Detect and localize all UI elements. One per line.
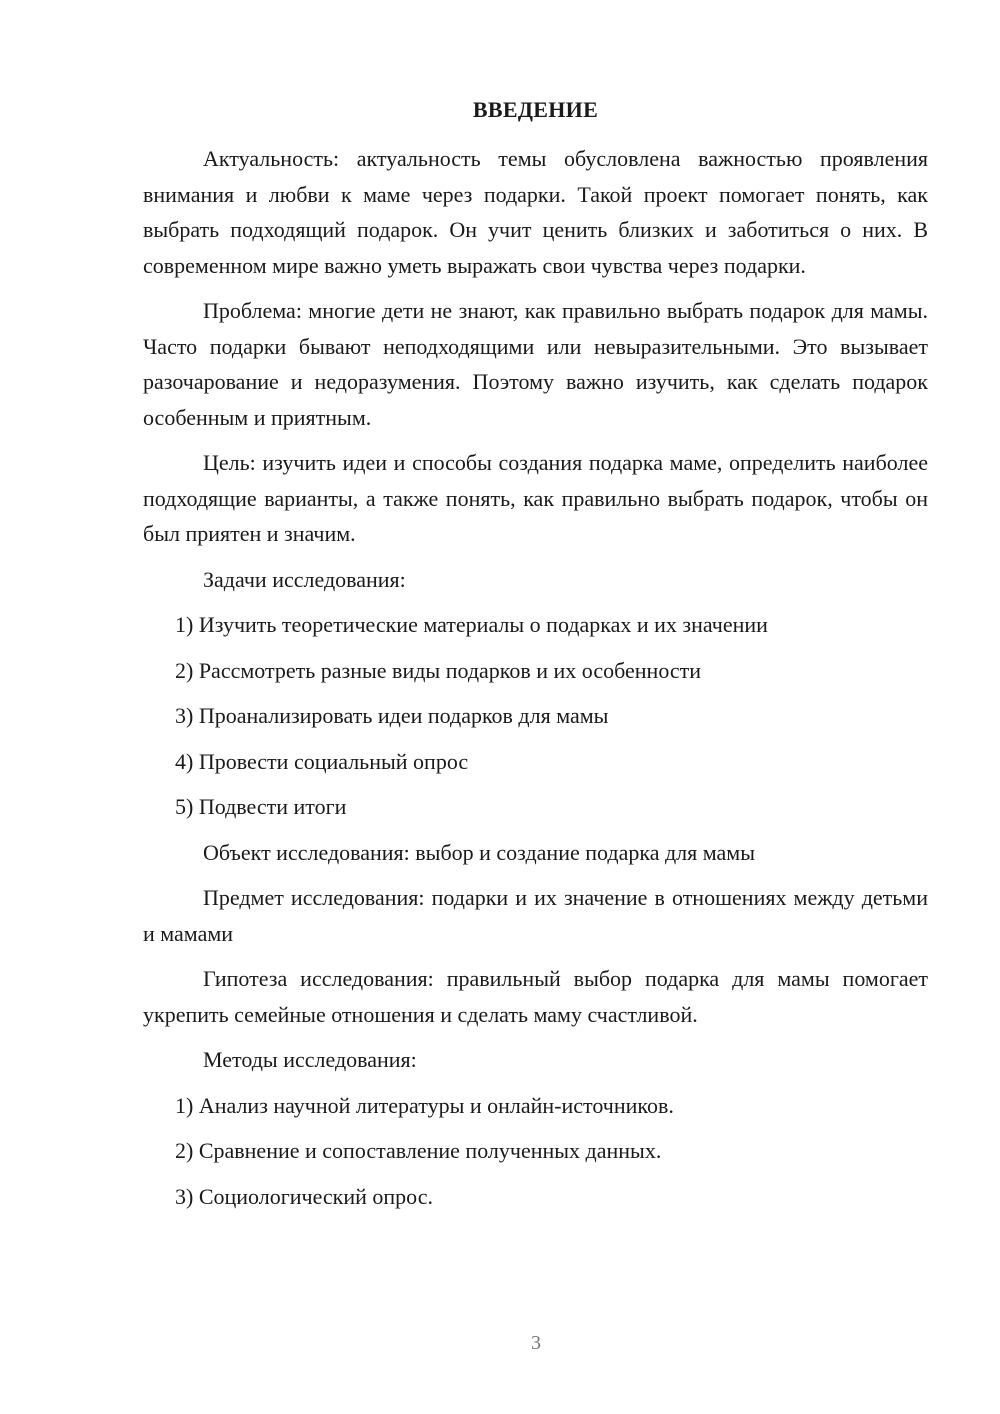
list-item: 2) Рассмотреть разные виды подарков и их особенности — [175, 657, 702, 683]
subject-paragraph: Предмет исследования: подарки и их значение в отношениях между детьми и мамами — [143, 885, 928, 946]
hypothesis-paragraph: Гипотеза исследования: правильный выбор подарка для мамы помогает укрепить семейные отношения и сделать маму счастливой. — [143, 966, 928, 1027]
list-item: 3) Проанализировать идеи подарков для мамы — [175, 703, 609, 728]
list-item: 3) Социологический опрос. — [175, 1183, 433, 1209]
problem-paragraph: Проблема: многие дети не знают, как правильно выбрать подарок для мамы. Часто подарки бывают неподходящими или невыразительными. Это вызывает разочарование и недоразумения. Поэтому важно изучить, как сделать подарок особенным и приятным. — [143, 298, 928, 430]
list-item: 1) Анализ научной литературы и онлайн-источников. — [175, 1092, 674, 1118]
list-item: 2) Сравнение и сопоставление полученных данных. — [175, 1138, 662, 1163]
page-number: 3 — [531, 1332, 541, 1354]
list-item: 5) Подвести итоги — [175, 794, 347, 819]
goal-paragraph: Цель: изучить идеи и способы создания подарка маме, определить наиболее подходящие варианты, а также понять, как правильно выбрать подарок, чтобы он был приятен и значим. — [143, 450, 928, 546]
tasks-heading: Задачи исследования: — [203, 566, 406, 592]
list-item: 1) Изучить теоретические материалы о подарках и их значении — [175, 612, 768, 637]
methods-heading: Методы исследования: — [203, 1047, 417, 1072]
object-paragraph: Объект исследования: выбор и создание подарка для мамы — [203, 839, 755, 865]
list-item: 4) Провести социальный опрос — [175, 748, 469, 774]
relevance-paragraph: Актуальность: актуальность темы обусловлена важностью проявления внимания и любви к маме через подарки. Такой проект помогает понять, как выбрать подходящий подарок. Он учит ценить близких и заботиться о них. В современном мире важно уметь выражать свои чувства через подарки. — [143, 146, 928, 278]
tasks-list — [143, 607, 928, 825]
methods-list — [143, 1088, 928, 1215]
page-content — [143, 92, 928, 1224]
page-title: ВВЕДЕНИЕ — [472, 97, 599, 122]
